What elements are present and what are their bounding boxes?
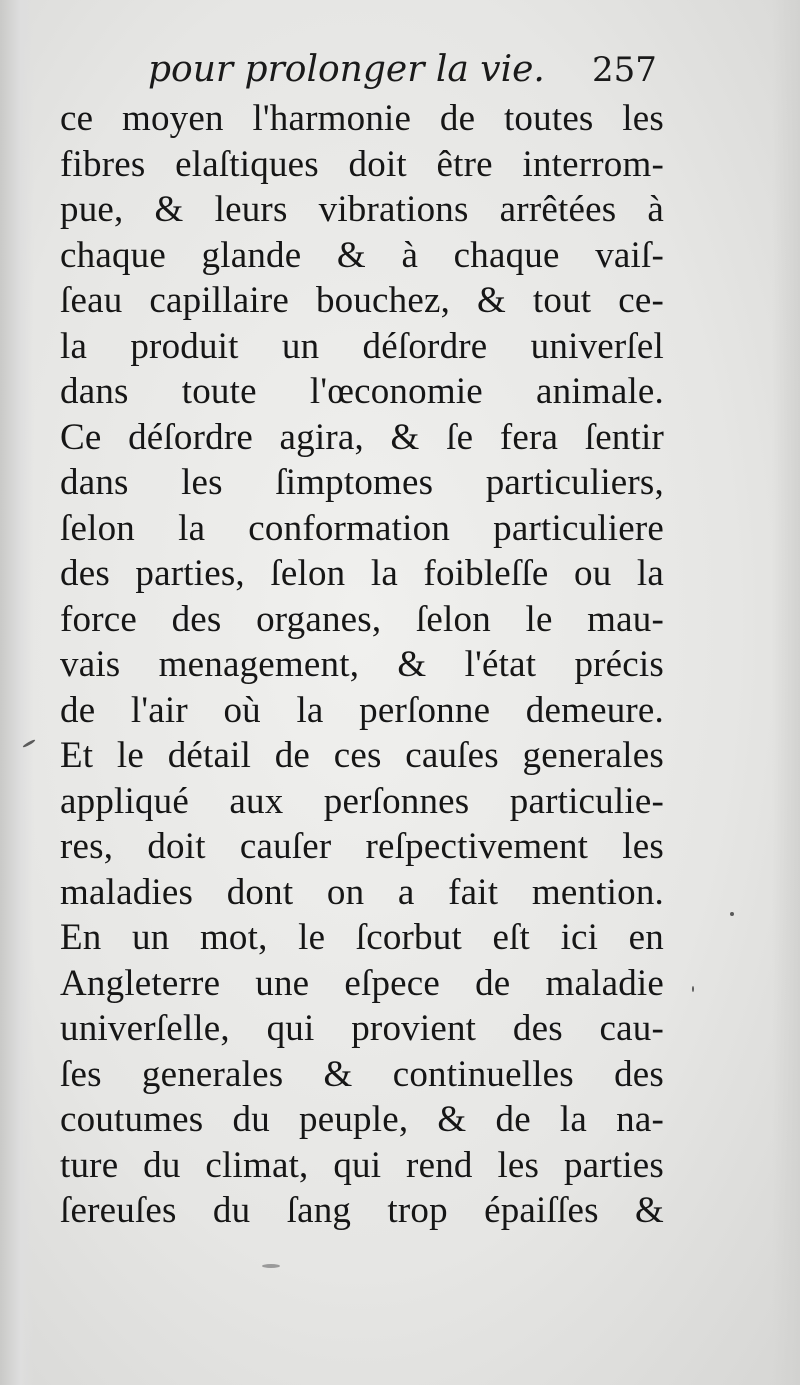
text-line: ſereuſes du ſang trop épaiſſes & bbox=[60, 1190, 664, 1231]
gutter-shadow bbox=[0, 0, 34, 1385]
text-line: Angleterre une eſpece de maladie bbox=[60, 962, 664, 1004]
text-line: En un mot, le ſcorbut eſt ici en bbox=[60, 917, 664, 958]
ink-speck bbox=[730, 912, 734, 916]
text-line: maladies dont on a fait mention. bbox=[60, 871, 664, 913]
text-line: Ce déſordre agira, & ſe fera ſentir bbox=[60, 416, 664, 458]
text-line: de l'air où la perſonne demeure. bbox=[60, 689, 664, 731]
text-line: appliqué aux perſonnes particulie- bbox=[60, 780, 664, 822]
text-line: res, doit cauſer reſpectivement les bbox=[60, 826, 664, 867]
text-line: ſelon la conformation particuliere bbox=[60, 507, 664, 549]
page-edge-shadow bbox=[772, 0, 800, 1385]
text-line: vais menagement, & l'état précis bbox=[60, 644, 664, 685]
text-line: univerſelle, qui provient des cau- bbox=[60, 1008, 664, 1049]
text-line: coutumes du peuple, & de la na- bbox=[60, 1099, 664, 1140]
text-line: chaque glande & à chaque vaiſ- bbox=[60, 234, 664, 276]
ink-speck bbox=[692, 986, 694, 992]
text-line: dans toute l'œconomie animale. bbox=[60, 371, 664, 412]
text-line: ſeau capillaire bouchez, & tout ce- bbox=[60, 280, 664, 321]
text-line: ture du climat, qui rend les parties bbox=[60, 1144, 664, 1186]
body-text bbox=[60, 96, 664, 1234]
text-line: Et le détail de ces cauſes generales bbox=[60, 735, 664, 776]
ink-speck bbox=[262, 1264, 280, 1268]
text-line: la produit un déſordre univerſel bbox=[60, 325, 664, 367]
text-line: force des organes, ſelon le mau- bbox=[60, 598, 664, 640]
text-line: ſes generales & continuelles des bbox=[60, 1053, 664, 1095]
text-line: des parties, ſelon la foibleſſe ou la bbox=[60, 553, 664, 594]
running-title: pour prolonger la vie. bbox=[148, 49, 545, 90]
text-line: dans les ſimptomes particuliers, bbox=[60, 462, 664, 503]
text-line: fibres elaſtiques doit être interrom- bbox=[60, 143, 664, 185]
running-head bbox=[0, 42, 800, 98]
text-line: pue, & leurs vibrations arrêtées à bbox=[60, 189, 664, 230]
text-line: ce moyen l'harmonie de toutes les bbox=[60, 98, 664, 139]
page-number: 257 bbox=[592, 50, 657, 90]
